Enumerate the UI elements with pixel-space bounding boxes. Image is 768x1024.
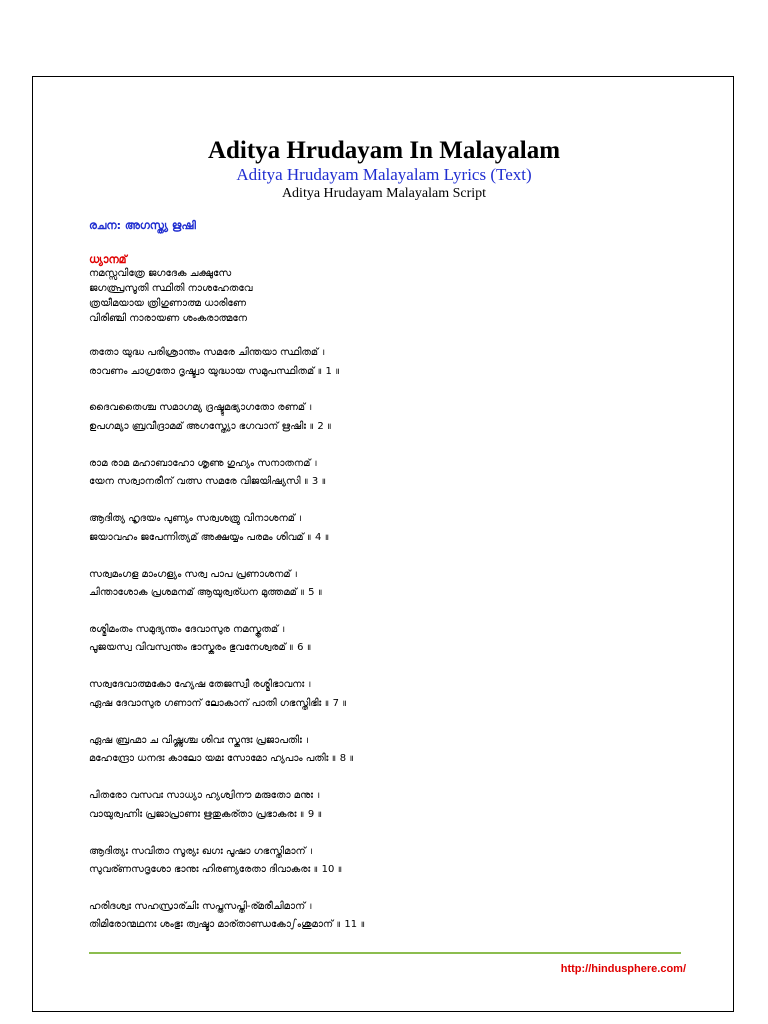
verse-line: സര്വദേവാത്മകോ ഹ്യേഷ തേജസ്വീ രശ്മിഭാവനഃ । bbox=[89, 679, 313, 691]
verse-2 bbox=[89, 399, 365, 454]
verse-line: യേന സര്വാനരീന് വത്സ സമരേ വിജയിഷ്യസി ॥ 3 ॥ bbox=[89, 476, 327, 488]
verse-3 bbox=[89, 455, 365, 510]
verse-line: പിതരോ വസവഃ സാധ്യാ ഹ്യശ്വിനൗ മരുതോ മനുഃ । bbox=[89, 790, 322, 802]
verse-line: ഏഷ ബ്രഹ്മാ ച വിഷ്ണുശ്ച ശിവഃ സ്കന്ദഃ പ്രജാപതിഃ । bbox=[89, 734, 310, 746]
author-line: രചന: അഗസ്ത്യ ഋഷി bbox=[89, 219, 196, 232]
dhyanam-line: ത്രയീമയായ ത്രിഗുണാത്മ ധാരിണേ bbox=[89, 298, 246, 309]
verse-line: രാമ രാമ മഹാബാഹോ ശൃണു ഗുഹ്യം സനാതനമ് । bbox=[89, 457, 319, 469]
footer-link[interactable]: http://hindusphere.com/ bbox=[560, 963, 686, 975]
dhyanam-line: വിരിഞ്ചി നാരായണ ശംകരാത്മനേ bbox=[89, 313, 248, 324]
document-subtitle-script: Aditya Hrudayam Malayalam Script bbox=[281, 186, 487, 201]
verse-line: രാവണം ചാഗ്രതോ ദൃഷ്ട്വാ യുദ്ധായ സമുപസ്ഥിതമ് ॥ 1 ॥ bbox=[89, 365, 341, 377]
dhyanam-line: നമസ്സവിത്രേ ജഗദേക ചക്ഷുസേ bbox=[89, 268, 232, 279]
verse-11 bbox=[89, 898, 365, 953]
verse-line: ദൈവതൈശ്ച സമാഗമ്യ ദ്രഷ്ടുമഭ്യാഗതോ രണമ് । bbox=[89, 402, 314, 414]
verse-line: ഏഷ ദേവാസുര ഗണാന് ലോകാന് പാതി ഗഭസ്തിഭിഃ ॥ 7 ॥ bbox=[89, 697, 348, 709]
footer-divider bbox=[89, 952, 681, 954]
verse-10 bbox=[89, 843, 365, 898]
verse-line: ഉപഗമ്യാ ബ്രവീദ്രാമമ് അഗസ്ത്യോ ഭഗവാന് ഋഷിഃ ॥ 2 ॥ bbox=[89, 420, 332, 432]
verse-line: സുവര്ണസദൃശോ ഭാനുഃ ഹിരണ്യരേതാ ദിവാകരഃ ॥ 10 ॥ bbox=[89, 864, 343, 876]
dhyanam-block bbox=[89, 266, 253, 326]
verse-8 bbox=[89, 732, 365, 787]
verse-line: സര്വമംഗള മാംഗള്യം സര്വ പാപ പ്രണാശനമ് । bbox=[89, 568, 299, 580]
verse-1 bbox=[89, 344, 365, 399]
verse-line: തതോ യുദ്ധ പരിശ്രാന്തം സമരേ ചിന്തയാ സ്ഥിതമ് । bbox=[89, 347, 327, 358]
verse-5 bbox=[89, 566, 365, 621]
verse-line: ചിന്താശോക പ്രശമനമ് ആയുര്വര്ധന മുത്തമമ് ॥ 5 ॥ bbox=[89, 587, 323, 599]
verses-block bbox=[89, 344, 365, 953]
verse-line: രശ്മിമംതം സമുദ്യന്തം ദേവാസുര നമസ്കൃതമ് । bbox=[89, 623, 287, 635]
document-title: Aditya Hrudayam In Malayalam bbox=[207, 137, 561, 164]
verse-line: പൂജയസ്വ വിവസ്വന്തം ഭാസ്കരം ഭുവനേശ്വരമ് ॥ 6 ॥ bbox=[89, 642, 312, 654]
verse-line: വായുര്വഹ്നിഃ പ്രജാപ്രാണഃ ഋതുകര്താ പ്രഭാകരഃ ॥ 9 ॥ bbox=[89, 808, 323, 820]
dhyanam-line: ജഗത്പ്രസൂതി സ്ഥിതി നാശഹേതവേ bbox=[89, 283, 253, 294]
verse-9 bbox=[89, 787, 365, 842]
verse-7 bbox=[89, 676, 365, 731]
verse-line: ജയാവഹം ജപേന്നിത്യമ് അക്ഷയ്യം പരമം ശിവമ് ॥ 4 ॥ bbox=[89, 531, 330, 543]
dhyanam-heading: ധ്യാനമ് bbox=[89, 253, 127, 266]
verse-line: ഹരിദശ്വഃ സഹസ്രാര്ചിഃ സപ്തസപ്തി-ര്മരീചിമാന് । bbox=[89, 900, 314, 912]
verse-line: ആദിത്യ ഹൃദയം പുണ്യം സര്വശത്രു വിനാശനമ് । bbox=[89, 513, 304, 525]
verse-line: ആദിത്യഃ സവിതാ സൂര്യഃ ഖഗഃ പൂഷാ ഗഭസ്തിമാന് । bbox=[89, 845, 314, 857]
verse-6 bbox=[89, 621, 365, 676]
verse-line: തിമിരോന്മഥനഃ ശംഭുഃ ത്വഷ്ടാ മാര്താണ്ഡകോഽംശുമാന് ॥ 11 ॥ bbox=[89, 919, 366, 931]
verse-4 bbox=[89, 510, 365, 565]
document-subtitle: Aditya Hrudayam Malayalam Lyrics (Text) bbox=[236, 165, 532, 184]
verse-line: മഹേന്ദ്രോ ധനദഃ കാലോ യമഃ സോമോ ഹ്യപാം പതിഃ ॥ 8 ॥ bbox=[89, 753, 355, 765]
